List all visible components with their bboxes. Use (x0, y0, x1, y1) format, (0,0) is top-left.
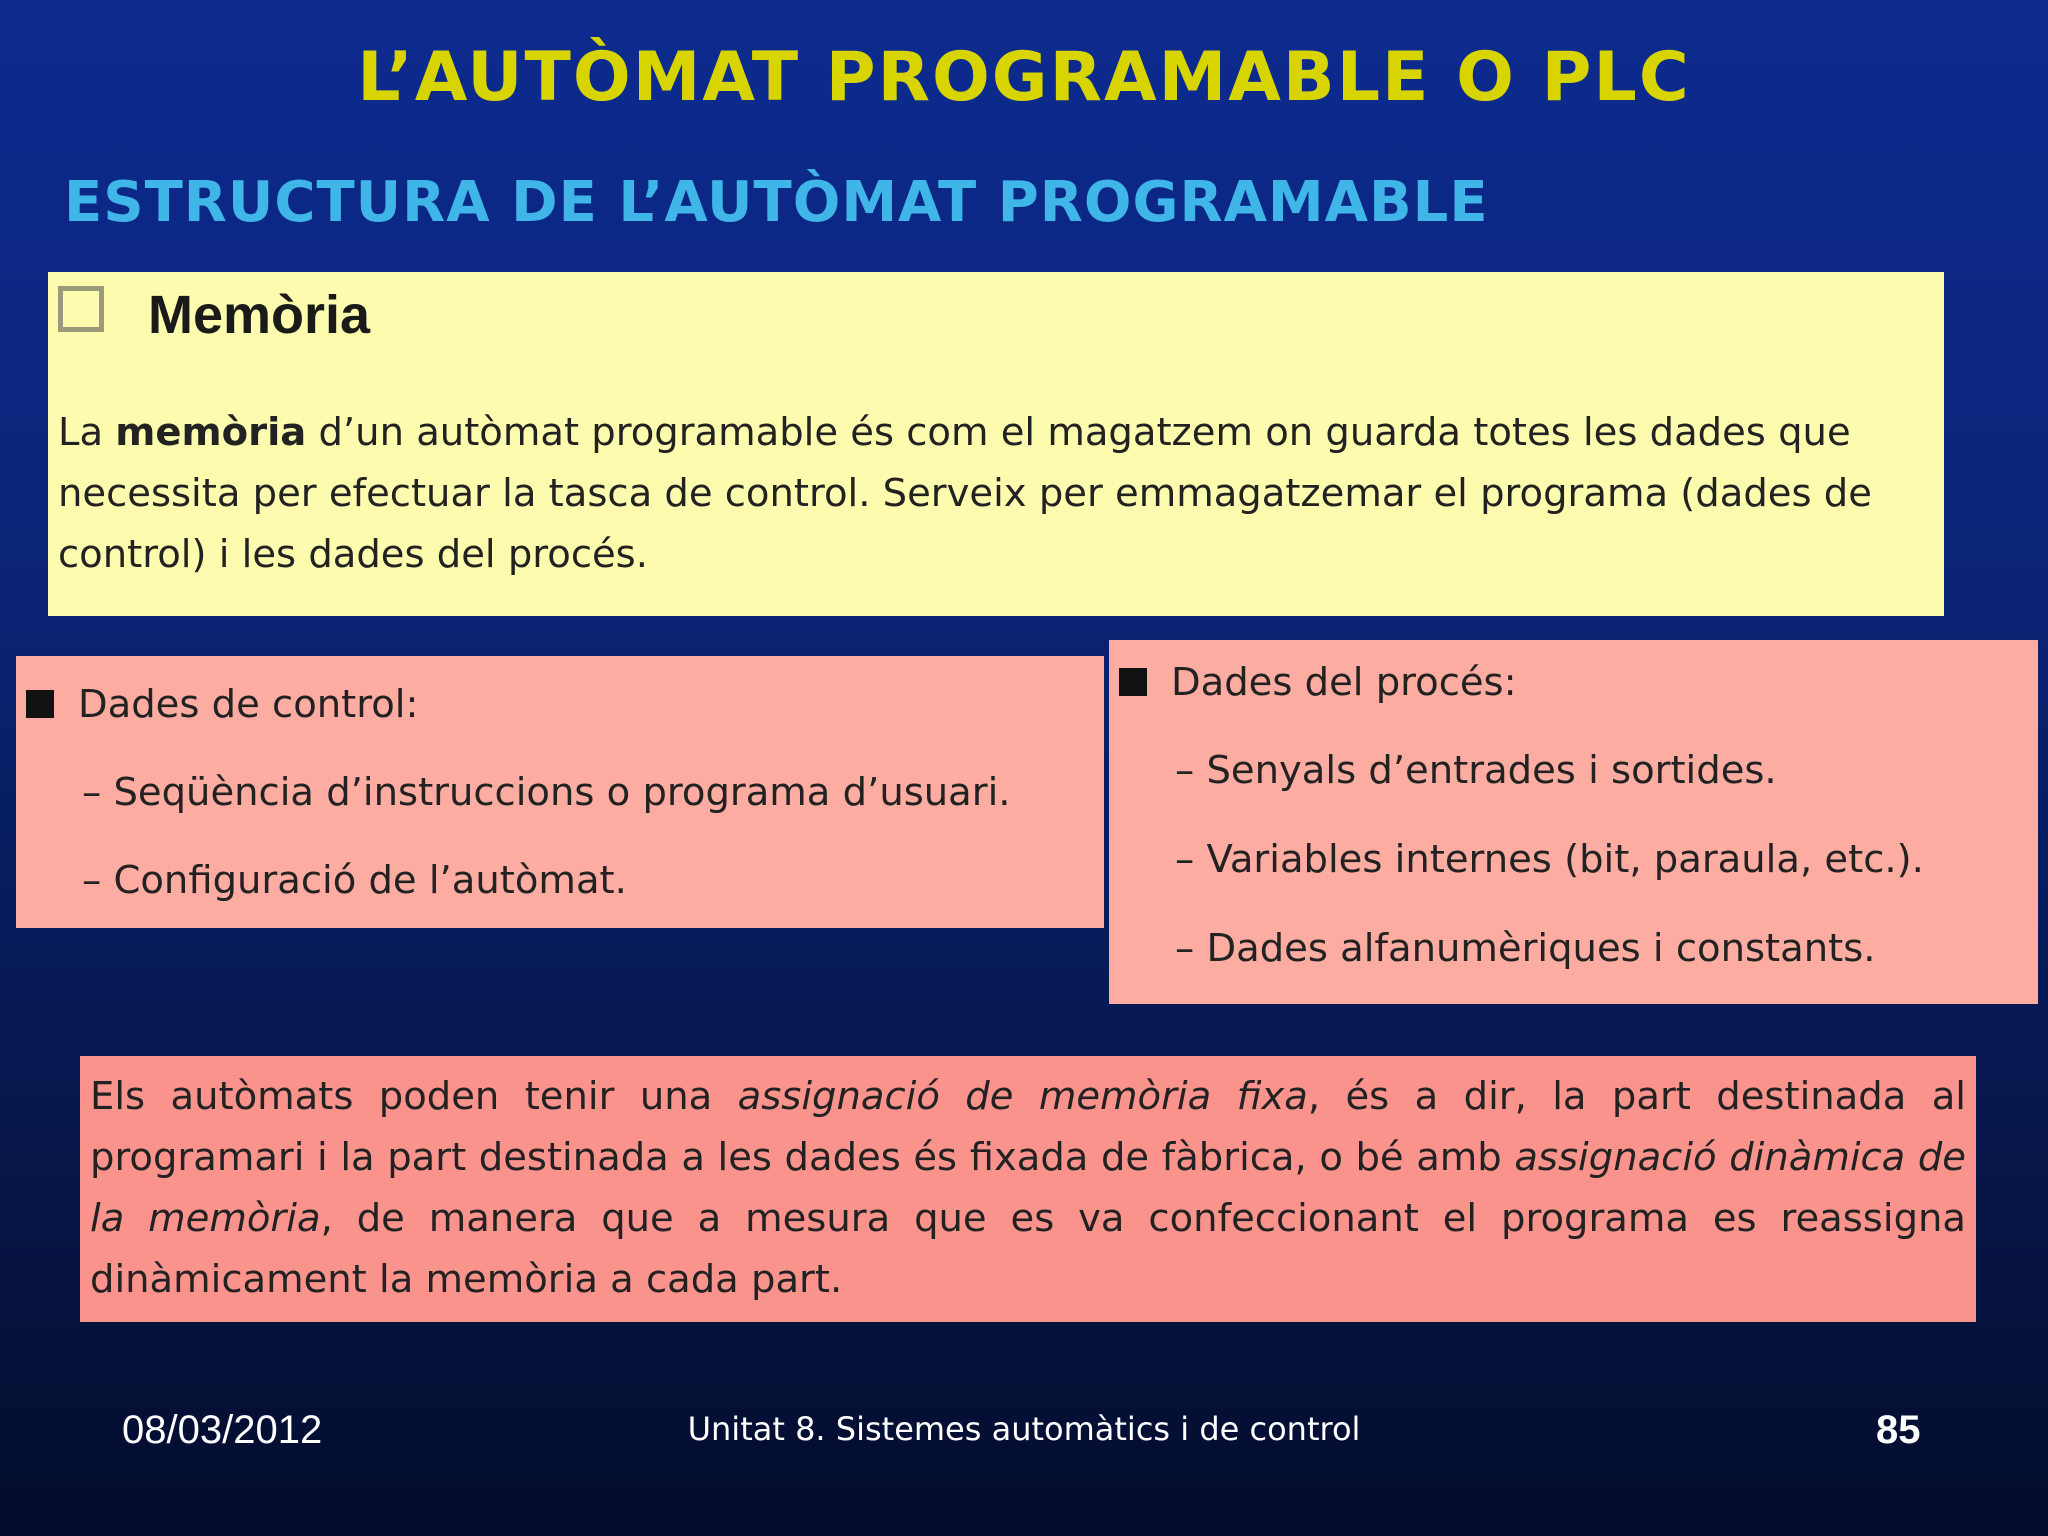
control-data-heading-row (26, 682, 418, 727)
assignment-text-part: , de manera que a mesura que es va confeccionant el programa es reassigna dinàmicament la memòria a cada part. (90, 1196, 1966, 1302)
assignment-text-part: Els autòmats poden tenir una (90, 1074, 738, 1119)
memory-description (58, 402, 1934, 585)
memory-assignment-text (90, 1066, 1966, 1310)
memory-text-rest: d’un autòmat programable és com el magatzem on guarda totes les dades que necessita per efectuar la tasca de control. Serveix per emmagatzemar el programa (dades de control) i les dades del procés. (58, 410, 1872, 577)
square-bullet-icon (26, 690, 54, 718)
footer-date: 08/03/2012 (122, 1408, 323, 1452)
memory-heading: Memòria (148, 285, 371, 345)
memory-text-start: La (58, 410, 116, 455)
control-data-item: – Configuració de l’autòmat. (82, 858, 627, 903)
process-data-heading: Dades del procés: (1171, 660, 1517, 705)
slide-subtitle: ESTRUCTURA DE L’AUTÒMAT PROGRAMABLE (64, 170, 1489, 235)
process-data-heading-row (1119, 660, 1517, 705)
memory-box (48, 272, 1944, 616)
slide-title: L’AUTÒMAT PROGRAMABLE O PLC (357, 38, 1691, 117)
process-data-item: – Senyals d’entrades i sortides. (1175, 748, 1777, 793)
square-bullet-icon (1119, 668, 1147, 696)
checkbox-icon (58, 286, 104, 332)
assignment-dynamic-term: assignació dinàmica de la memòria (90, 1135, 1966, 1241)
memory-assignment-box (80, 1056, 1976, 1322)
assignment-text-part: , és a dir, la part destinada al programari i la part destinada a les dades és fixada de fàbrica, o bé amb (90, 1074, 1966, 1180)
footer-unit-title: Unitat 8. Sistemes automàtics i de control (687, 1410, 1361, 1448)
process-data-box (1109, 640, 2038, 1004)
assignment-fixed-term: assignació de memòria fixa (737, 1074, 1308, 1119)
process-data-item: – Dades alfanumèriques i constants. (1175, 926, 1876, 971)
page-number: 85 (1876, 1408, 1921, 1452)
control-data-item: – Seqüència d’instruccions o programa d’usuari. (82, 770, 1011, 815)
control-data-heading: Dades de control: (78, 682, 419, 727)
control-data-box (16, 656, 1104, 928)
process-data-item: – Variables internes (bit, paraula, etc.). (1175, 837, 1924, 882)
memory-text-bold: memòria (115, 410, 307, 455)
